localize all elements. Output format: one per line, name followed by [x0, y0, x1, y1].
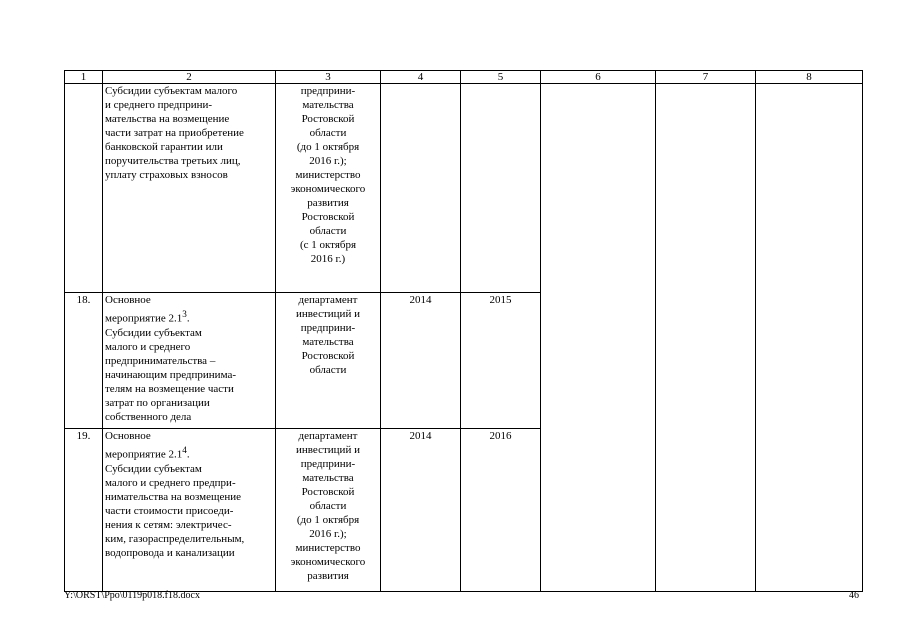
column-6-cell [541, 84, 656, 592]
column-header-3: 3 [276, 71, 381, 84]
start-year: 2014 [381, 293, 461, 429]
activity-name [103, 429, 276, 592]
footnote-marker: 3 [182, 309, 187, 319]
activity-label: Основное [105, 430, 151, 442]
column-header-2: 2 [103, 71, 276, 84]
activity-code-period: . [186, 448, 190, 461]
activity-name [103, 293, 276, 429]
executor-cell: департамент инвестиций и предприни- мательства Ростовской области (до 1 октября 2016 г.); министерство экономического развития [276, 429, 381, 592]
activity-code [105, 443, 273, 462]
end-year: 2016 [461, 429, 541, 592]
row-number [65, 84, 103, 293]
column-header-6: 6 [541, 71, 656, 84]
page-number: 46 [849, 590, 859, 601]
column-header-8: 8 [756, 71, 863, 84]
activity-code [105, 307, 273, 326]
footnote-marker: 4 [182, 445, 187, 455]
column-header-4: 4 [381, 71, 461, 84]
activity-code-text: мероприятие 2.1 [105, 448, 183, 461]
column-header-7: 7 [656, 71, 756, 84]
executor-cell: предприни- мательства Ростовской области (до 1 октября 2016 г.); министерство экономического развития Ростовской области (с 1 октября 2016 г.) [276, 84, 381, 293]
header-row [65, 71, 863, 84]
activity-name: Субсидии субъектам малого и среднего предприни- мательства на возмещение части затрат на приобретение банковской гарантии или поручительства третьих лиц, уплату страховых взносов [103, 84, 276, 293]
file-path: Y:\ORST\Ppo\0119p018.f18.docx [64, 590, 200, 601]
activity-label: Основное [105, 294, 151, 306]
row-number: 19. [65, 429, 103, 592]
activity-description: Субсидии субъектам малого и среднего предпринимательства – начинающим предпринима- телям на возмещение части затрат по организации собственного дела [105, 326, 237, 423]
column-8-cell [756, 84, 863, 592]
program-table [64, 70, 863, 592]
column-7-cell [656, 84, 756, 592]
column-header-1: 1 [65, 71, 103, 84]
row-number: 18. [65, 293, 103, 429]
activity-description: Субсидии субъектам малого и среднего предпри- нимательства на возмещение части стоимости присоеди- нения к сетям: электричес- ким, газораспределительным, водопровода и канализации [105, 462, 245, 559]
activity-code-period: . [186, 312, 190, 325]
activity-code-text: мероприятие 2.1 [105, 312, 183, 325]
executor-cell: департамент инвестиций и предприни- мательства Ростовской области [276, 293, 381, 429]
start-year [381, 84, 461, 293]
end-year [461, 84, 541, 293]
end-year: 2015 [461, 293, 541, 429]
start-year: 2014 [381, 429, 461, 592]
column-header-5: 5 [461, 71, 541, 84]
table-row-continuation [65, 84, 863, 293]
